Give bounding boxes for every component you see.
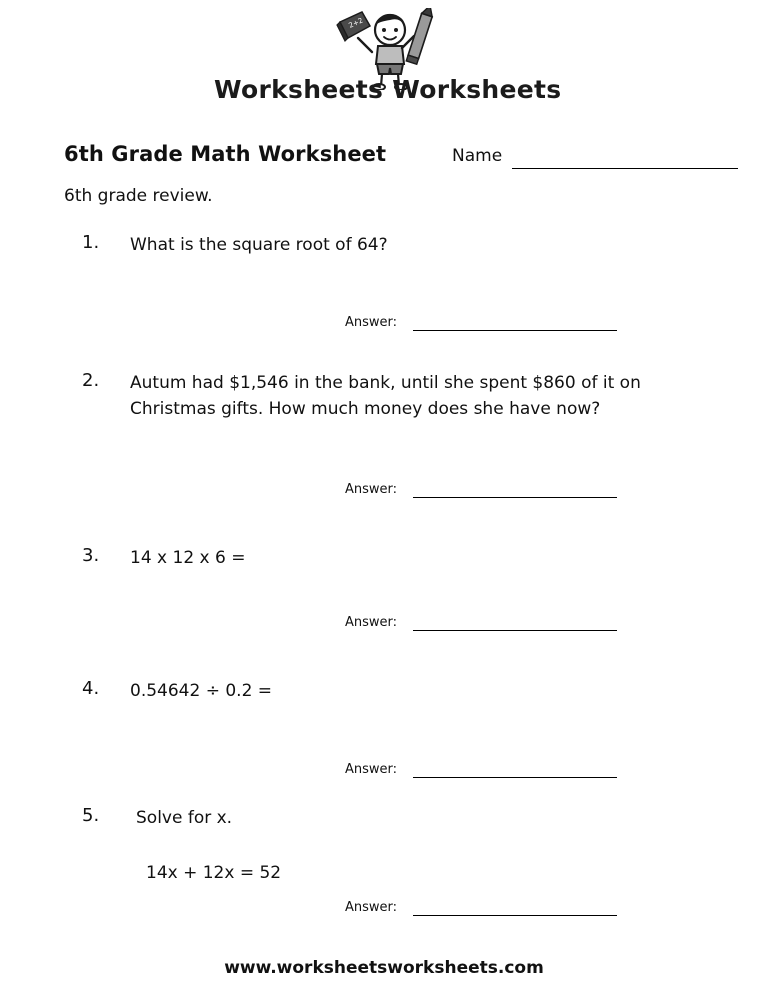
problem-3-text: 14 x 12 x 6 =	[130, 548, 246, 568]
answer-row-3	[345, 615, 685, 635]
answer-label-2: Answer:	[345, 482, 398, 497]
page-subtitle: 6th grade review.	[64, 186, 213, 206]
site-logo	[0, 8, 768, 118]
name-label: Name	[452, 146, 503, 166]
svg-text:2+2: 2+2	[347, 16, 365, 30]
name-input-line[interactable]	[512, 168, 738, 169]
problem-5-number: 5.	[82, 805, 100, 826]
problem-5-equation: 14x + 12x = 52	[146, 863, 282, 883]
answer-line-5[interactable]	[413, 915, 617, 916]
problem-4-number: 4.	[82, 678, 100, 699]
problem-2-text: Autum had $1,546 in the bank, until she spent $860 of it on Christmas gifts. How much money does she have now?	[130, 373, 641, 419]
answer-label-4: Answer:	[345, 762, 398, 777]
answer-row-5	[345, 900, 685, 920]
problem-4-text: 0.54642 ÷ 0.2 =	[130, 681, 273, 701]
answer-row-4	[345, 762, 685, 782]
answer-row-1	[345, 315, 685, 335]
problem-2-number: 2.	[82, 370, 100, 391]
page-title: 6th Grade Math Worksheet	[64, 142, 387, 166]
problem-5-text: Solve for x.	[136, 808, 233, 828]
answer-line-1[interactable]	[413, 330, 617, 331]
problem-1-number: 1.	[82, 232, 100, 253]
problem-1-text: What is the square root of 64?	[130, 235, 388, 255]
answer-row-2	[345, 482, 685, 502]
answer-line-3[interactable]	[413, 630, 617, 631]
answer-line-4[interactable]	[413, 777, 617, 778]
answer-label-1: Answer:	[345, 315, 398, 330]
answer-label-3: Answer:	[345, 615, 398, 630]
answer-label-5: Answer:	[345, 900, 398, 915]
answer-line-2[interactable]	[413, 497, 617, 498]
logo-inner	[214, 8, 562, 116]
footer-url: www.worksheetsworksheets.com	[224, 958, 544, 978]
problem-3-number: 3.	[82, 545, 100, 566]
logo-text: Worksheets Worksheets	[214, 75, 562, 104]
